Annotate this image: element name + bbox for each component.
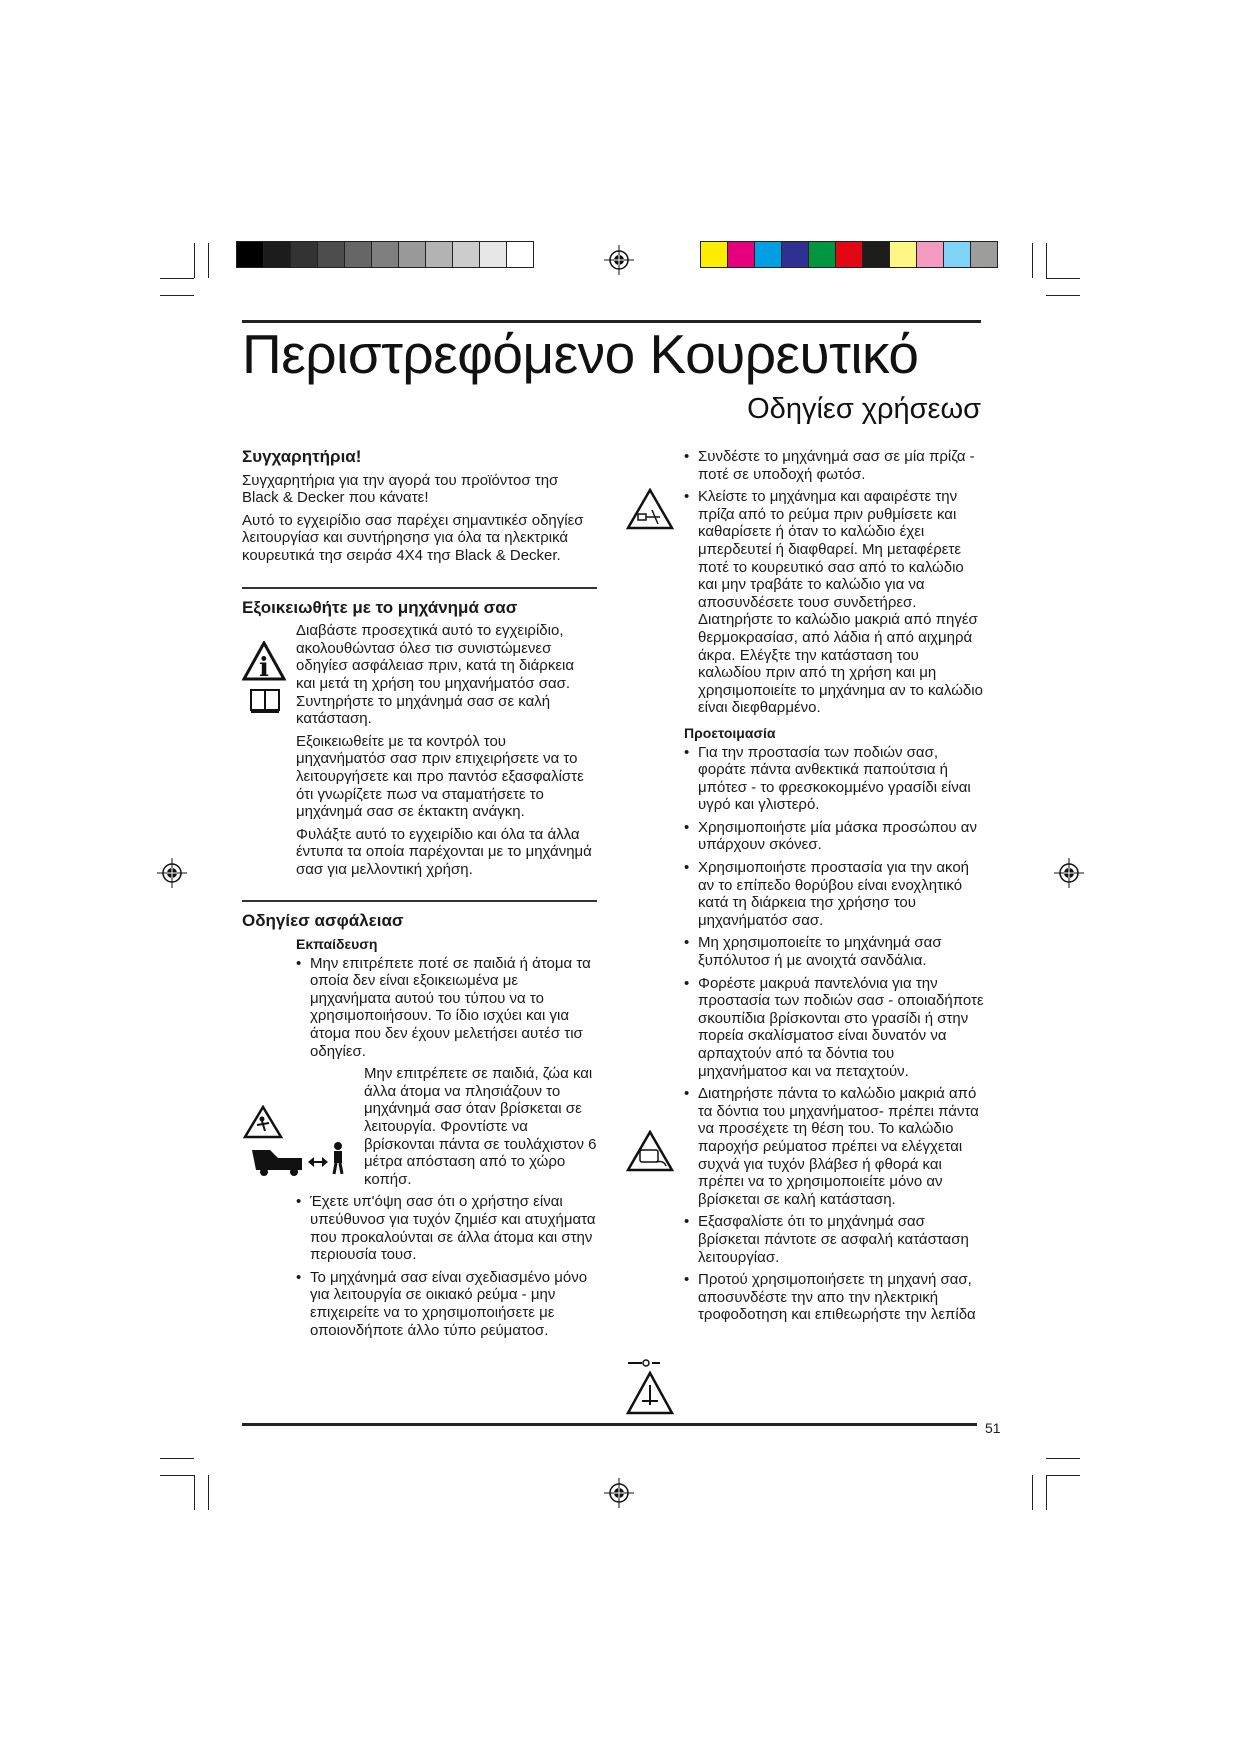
color-swatch xyxy=(480,242,507,267)
preparation-subheading: Προετοιμασία xyxy=(684,724,776,741)
page-subtitle: Οδηγίεσ χρήσεωσ xyxy=(747,393,981,425)
crop-mark xyxy=(1046,1458,1080,1459)
bottom-rule xyxy=(242,1423,977,1426)
color-swatch xyxy=(701,242,728,267)
page-title: Περιστρεφόμενο Κουρευτικό xyxy=(242,323,919,385)
crop-mark xyxy=(160,295,194,296)
color-swatch xyxy=(836,242,863,267)
list-item: • Συνδέστε το μηχάνημά σασ σε μία πρίζα - ποτέ σε υποδοχή φωτόσ. xyxy=(684,448,984,483)
color-swatch xyxy=(782,242,809,267)
crop-mark xyxy=(1046,278,1080,279)
color-swatch xyxy=(291,242,318,267)
color-swatch xyxy=(318,242,345,267)
list-item: • Φορέστε μακρυά παντελόνια για την προστασία των ποδιών σασ - οποιαδήποτε σκουπίδια βρίσκονται στο γρασίδι ή στην πορεία σκαλίσματοσ είναι δυνατόν να αρπαχτούν από τα δόντια του μηχανήματοσ και να πεταχτούν. xyxy=(684,975,984,1081)
list-item: • Μην επιτρέπετε ποτέ σε παιδιά ή άτομα τα οποία δεν είναι εξοικειωμένα με μηχανήματα αυτού του τύπου να το χρησιμοποιήσουν. Το ίδιο ισχύει και για άτομα που δεν έχουν μελετήσει αυτέσ τισ οδηγίεσ. Μην επιτρέπετε σε παιδιά, ζώα και άλλα άτομα να πλησιάζουν το μηχάνημά σασ όταν βρίσκεται σε λειτουργία. Φροντίστε να βρίσκονται πάντα σε τουλάχιστον 6 μέτρα απόσταση από το χώρο κοπήσ. xyxy=(296,955,597,1189)
color-swatch xyxy=(237,242,264,267)
congrats-heading: Συγχαρητήρια! xyxy=(242,447,362,466)
crop-mark xyxy=(1046,1475,1080,1476)
familiarize-paragraph: Διαβάστε προσεχτικά αυτό το εγχειρίδιο, ακολουθώντασ όλεσ τισ συνιστώμενεσ οδηγίεσ ασφάλειασ πριν, κατά τη διάρκεια και μετά τη χρήση του μηχανήματόσ σασ. Συντηρήστε το μηχάνημά σασ σε καλή κατάσταση. xyxy=(296,622,575,728)
color-swatch xyxy=(890,242,917,267)
color-swatch xyxy=(917,242,944,267)
color-swatch xyxy=(944,242,971,267)
crop-mark xyxy=(1032,243,1033,278)
info-warning-icon xyxy=(242,641,286,681)
color-swatch xyxy=(264,242,291,267)
familiarize-paragraph: Φυλάξτε αυτό το εγχειρίδιο και όλα τα άλλα έντυπα τα οποία παρέχονται με το μηχάνημά σασ για μελλοντική χρήση. xyxy=(296,825,592,878)
color-swatch xyxy=(426,242,453,267)
registration-mark-icon xyxy=(157,858,187,888)
crop-mark xyxy=(160,1475,194,1476)
crop-mark xyxy=(1046,1475,1047,1510)
list-item: • Διατηρήστε πάντα το καλώδιο μακριά από τα δόντια του μηχανήματοσ- πρέπει πάντα να προσέχετε τη θέση του. Το καλώδιο παροχήσ ρεύματοσ πρέπει να ελέγχεται συχνά για τυχόν βλάβεσ ή φθορά και πρέπει να το χρησιμοποιείτε μόνο αν βρίσκεται σε καλή κατάσταση. xyxy=(684,1085,984,1208)
bystander-warning-icon xyxy=(243,1105,283,1139)
list-item: • Προτού χρησιμοποιήσετε τη μηχανή σασ, αποσυνδέστε την απο την ηλεκτρική τροφοδοτηση και επιθεωρήστε την λεπίδα xyxy=(684,1271,984,1324)
registration-mark-icon xyxy=(604,245,634,275)
left-column xyxy=(242,448,597,1344)
color-swatch xyxy=(863,242,890,267)
children-warning-text: Μην επιτρέπετε σε παιδιά, ζώα και άλλα άτομα να πλησιάζουν το μηχάνημά σασ όταν βρίσκεται σε λειτουργία. Φροντίστε να βρίσκονται πάντα σε τουλάχιστον 6 μέτρα απόσταση από το χώρο κοπήσ. xyxy=(364,1065,597,1188)
color-swatch xyxy=(399,242,426,267)
crop-mark xyxy=(160,278,194,279)
color-swatch xyxy=(345,242,372,267)
right-column xyxy=(684,448,984,1329)
cable-warning-icon xyxy=(626,1130,674,1172)
list-item: • Έχετε υπ'όψη σασ ότι ο χρήστησ είναι υπεύθυνοσ για τυχόν ζημιέσ και ατυχήματα που προκαλούνται σε άλλα άτομα και στην περιουσία τουσ. xyxy=(296,1193,597,1263)
list-item: • Για την προστασία των ποδιών σασ, φοράτε πάντα ανθεκτικά παπούτσια ή μπότεσ - το φρεσκοκομμένο γρασίδι είναι υγρό και γλιστερό. xyxy=(684,744,984,814)
page-number: 51 xyxy=(985,1420,1001,1436)
unplug-warning-icon xyxy=(626,488,674,530)
list-item: • Μη χρησιμοποιείτε το μηχάνημά σασ ξυπόλυτοσ ή με ανοιχτά σανδάλια. xyxy=(684,934,984,969)
blade-inspect-icon xyxy=(626,1355,674,1417)
crop-mark xyxy=(194,1475,195,1510)
crop-mark xyxy=(160,1458,194,1459)
training-subheading: Εκπαίδευση xyxy=(296,936,378,953)
color-swatch xyxy=(755,242,782,267)
familiarize-heading: Εξοικειωθήτε με το μηχάνημά σασ xyxy=(242,597,518,617)
lawnmower-distance-icon xyxy=(250,1140,354,1176)
color-swatch xyxy=(507,242,533,267)
congrats-paragraph: Αυτό το εγχειρίδιο σασ παρέχει σημαντικέσ οδηγίεσ λειτουργίασ και συντήρησησ για όλα τα ηλεκτρικά κουρευτικά τησ σειράσ 4X4 τησ Black & Decker. xyxy=(242,511,584,564)
crop-mark xyxy=(208,243,209,278)
color-swatch xyxy=(728,242,755,267)
color-swatch xyxy=(809,242,836,267)
section-divider xyxy=(242,587,597,589)
registration-mark-icon xyxy=(604,1478,634,1508)
list-item: • Εξασφαλίστε ότι το μηχάνημά σασ βρίσκεται πάντοτε σε ασφαλή κατάσταση λειτουργίασ. xyxy=(684,1213,984,1266)
color-swatch xyxy=(453,242,480,267)
manual-book-icon xyxy=(249,688,281,714)
familiarize-paragraph: Εξοικειωθείτε με τα κοντρόλ του μηχανήματόσ σασ πριν επιχειρήσετε να το λειτουργήσετε και προ παντόσ εξασφαλίστε ότι γνωρίζετε πωσ να σταματήσετε το μηχάνημά σασ σε έκτακτη ανάγκη. xyxy=(296,732,584,821)
safety-heading: Οδηγίεσ ασφάλειασ xyxy=(242,911,404,931)
list-item: • Το μηχάνημά σασ είναι σχεδιασμένο μόνο για λειτουργία σε οικιακό ρεύμα - μην επιχειρείτε να το χρησιμοποιήσετε με οποιονδήποτε άλλο τύπο ρεύματοσ. xyxy=(296,1269,597,1339)
registration-mark-icon xyxy=(1054,858,1084,888)
crop-mark xyxy=(1032,1475,1033,1510)
color-calibration-bar xyxy=(700,241,998,268)
grayscale-calibration-bar xyxy=(236,241,534,268)
color-swatch xyxy=(971,242,997,267)
crop-mark xyxy=(1046,243,1047,278)
color-swatch xyxy=(372,242,399,267)
crop-mark xyxy=(208,1475,209,1510)
list-item: • Κλείστε το μηχάνημα και αφαιρέστε την πρίζα από το ρεύμα πριν ρυθμίσετε και καθαρίσετε ή όταν το καλώδιο έχει μπερδευτεί ή διαφθαρεί. Μη μεταφέρετε ποτέ το κουρευτικό σασ από το καλώδιο και μην τραβάτε το καλώδιο για να αποσυνδέσετε τουσ συνδετήρεσ. Διατηρήστε το καλώδιο μακριά από πηγέσ θερμοκρασίασ, από λάδια ή από αιχμηρά άκρα. Ελέγξτε την κατάσταση του καλωδίου πριν από τη χρήση και μη χρησιμοποιείτε το μηχάνημα αν το καλώδιο είναι διεφθαρμένο. xyxy=(684,488,984,717)
svg-text:i: i xyxy=(259,653,269,681)
congrats-paragraph: Συγχαρητήρια για την αγορά του προϊόντοσ τησ Black & Decker που κάνατε! xyxy=(242,471,559,507)
list-item: • Χρησιμοποιήστε μία μάσκα προσώπου αν υπάρχουν σκόνεσ. xyxy=(684,819,984,854)
list-item: • Χρησιμοποιήστε προστασία για την ακοή αν το επίπεδο θορύβου είναι ενοχλητικό κατά τη διάρκεια τησ χρήσησ του μηχανήματόσ σασ. xyxy=(684,859,984,929)
section-divider xyxy=(242,900,597,902)
crop-mark xyxy=(194,243,195,278)
crop-mark xyxy=(1046,295,1080,296)
